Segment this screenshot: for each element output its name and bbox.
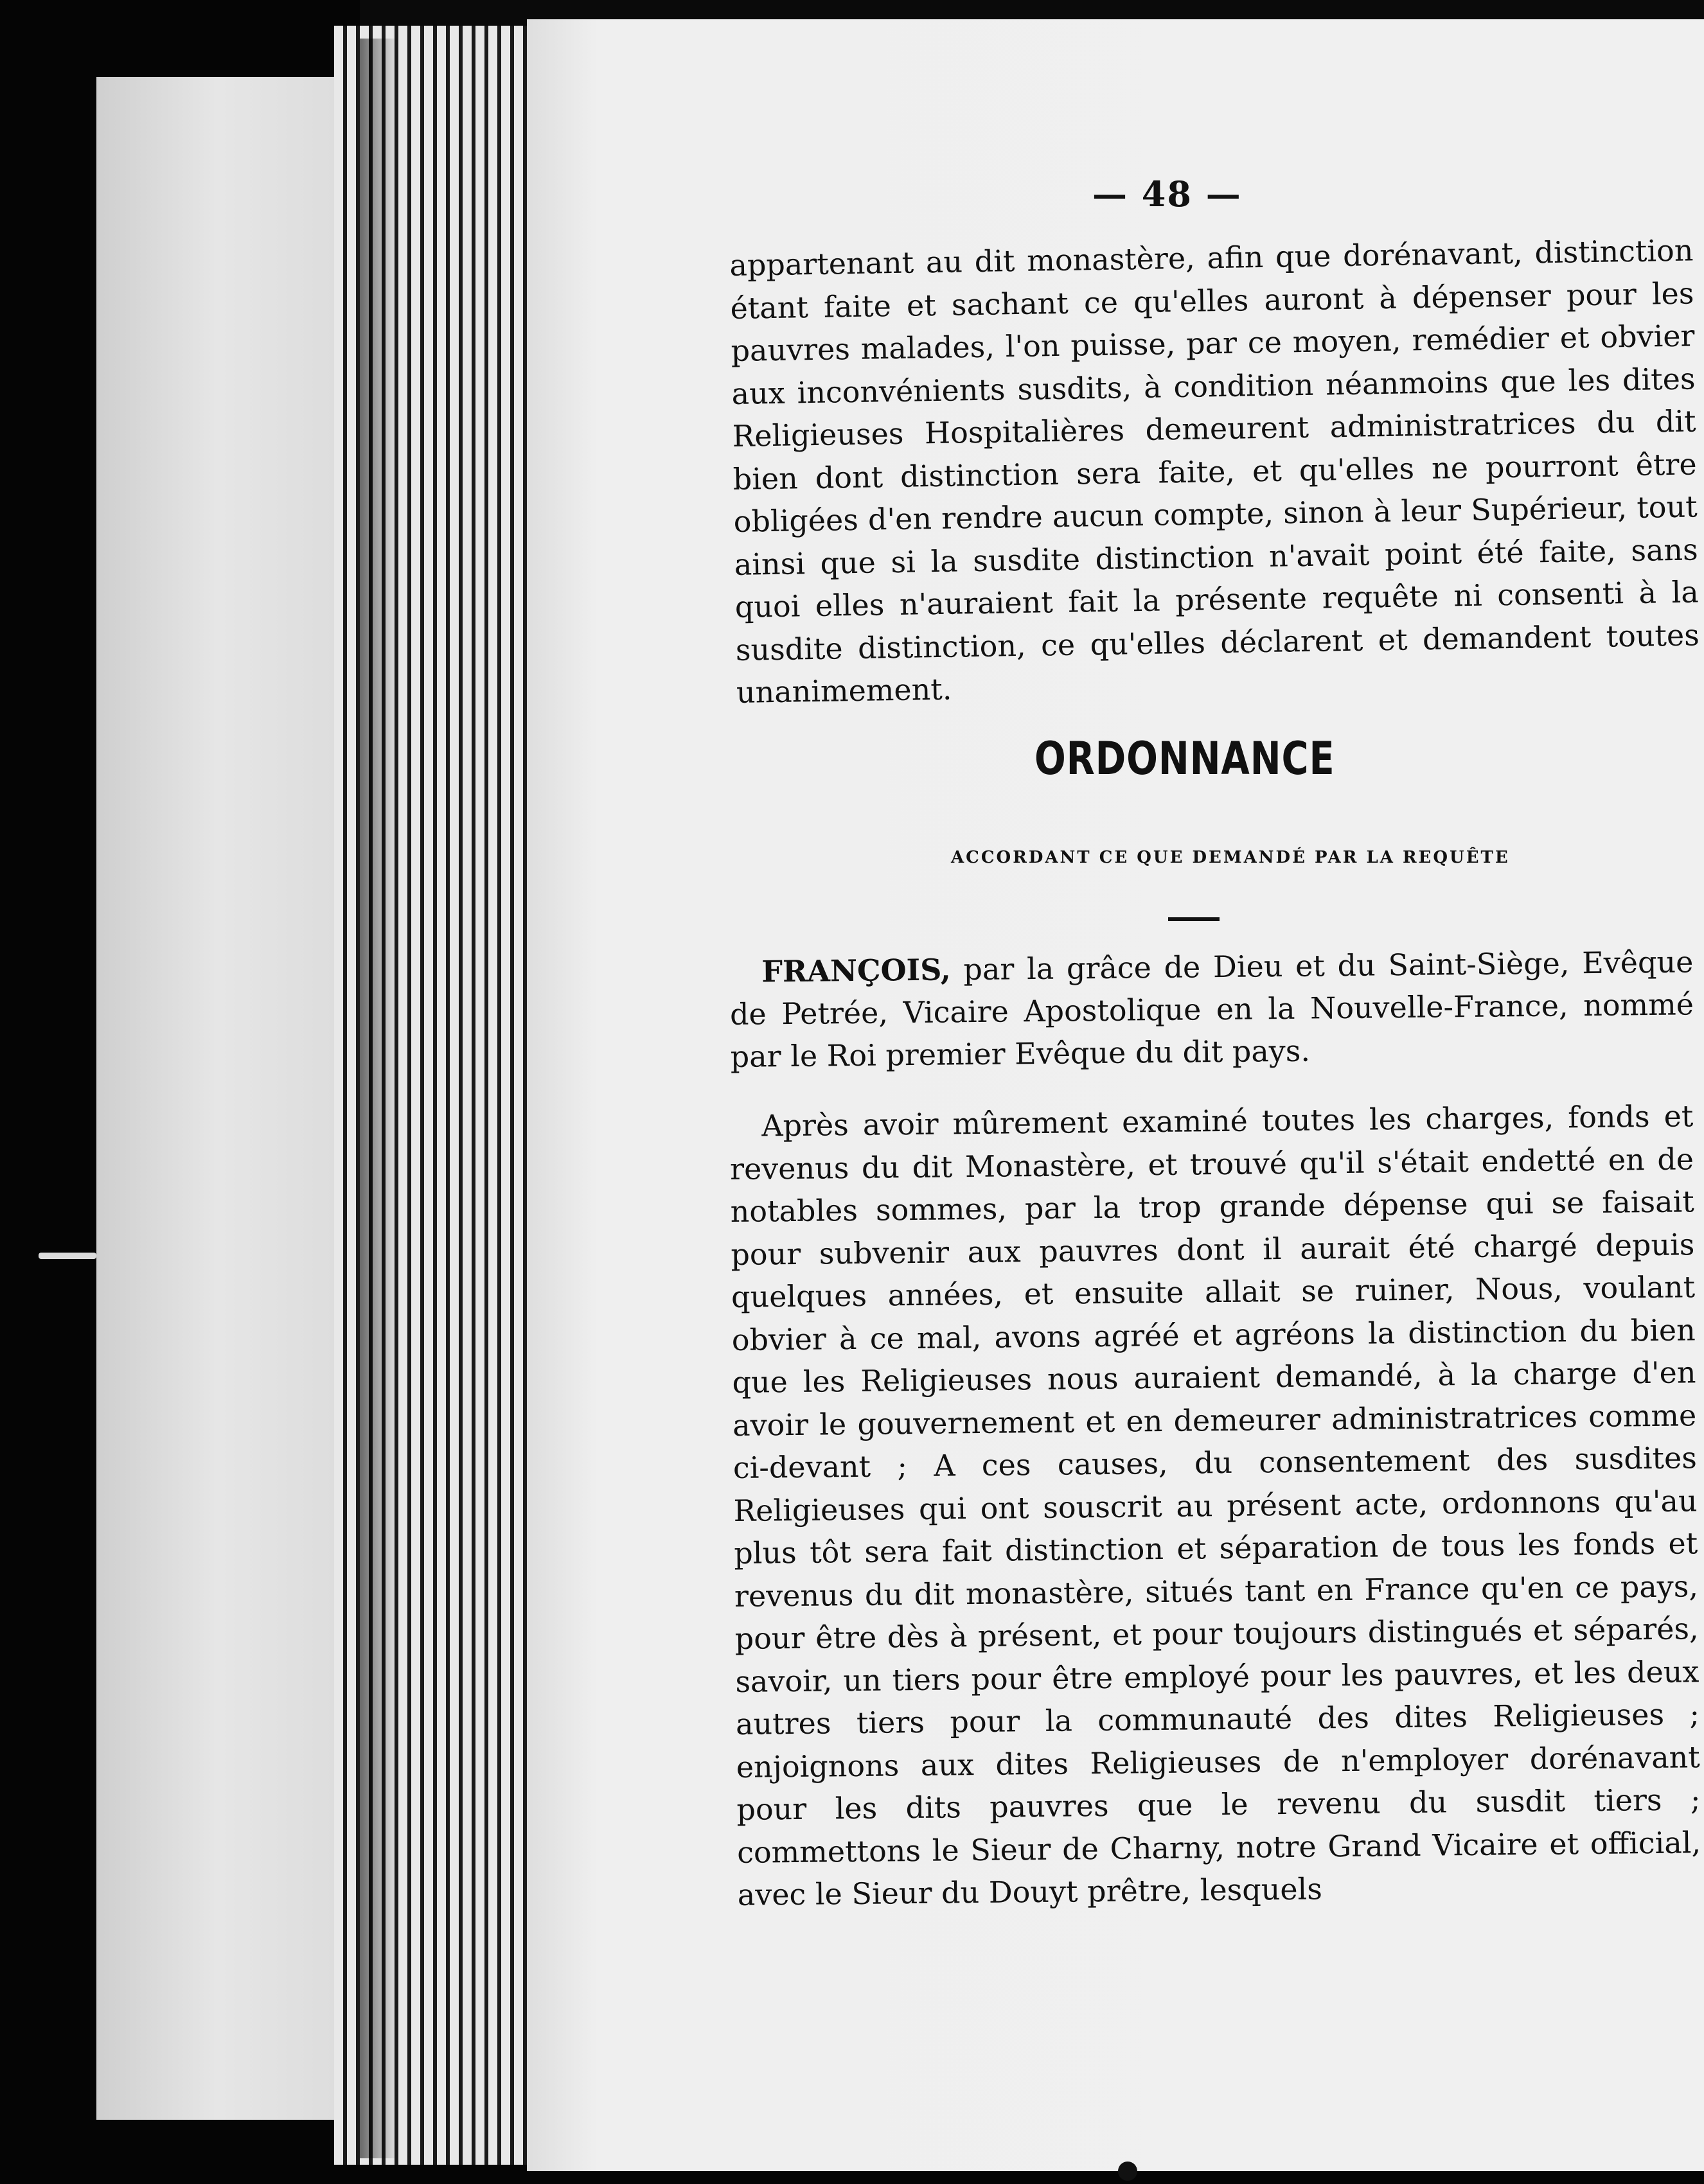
address-lead: FRANÇOIS,	[761, 952, 952, 989]
section-title: ORDONNANCE	[1034, 732, 1335, 785]
body-paragraph	[729, 1095, 1701, 1916]
section-divider	[1168, 917, 1220, 921]
scan-speck	[39, 1253, 96, 1259]
body-paragraph-text: Après avoir mûrement examiné toutes les charges, fonds et revenus du dit Monastère, et trouvé qu'il s'était endetté en de notables sommes, par la trop grande dépense qui se faisait pour subvenir aux pauvres dont il aurait été chargé depuis quelques années, et ensuite allait se ruiner, Nous, voulant obvier à ce mal, avons agréé et agréons la distinction du bien que les Religieuses nous auraient demandé, à la charge d'en avoir le gouvernement et en demeurer administratrices comme ci-devant ; A ces causes, du consentement des susdites Religieuses qui ont souscrit au présent acte, ordonnons qu'au plus tôt sera fait distinction et séparation de tous les fonds et revenus du dit monastère, situés tant en France qu'en ce pays, pour être dès à présent, et pour toujours distingués et séparés, savoir, un tiers pour être employé pour les pauvres, et les deux autres tiers pour la communauté des dites Religieuses ; enjoignons aux dites Religieuses de n'employer dorénavant pour les dits pauvres que le revenu du susdit tiers ; commettons le Sieur de Charny, notre Grand Vicaire et official, avec le Sieur du Douyt prêtre, lesquels	[729, 1098, 1701, 1912]
gutter-shadow	[360, 39, 398, 2158]
opening-paragraph-text: appartenant au dit monastère, afin que dorénavant, distinction étant faite et sachant ce qu'elles auront à dépenser pour les pauvres malades, l'on puisse, par ce moyen, remédier et obvier aux inconvénients susdits, à condition néanmoins que les dites Religieuses Hospitalières demeurent administratrices du dit bien dont distinction sera faite, et qu'elles ne pourront être obligées d'en rendre aucun compte, sinon à leur Supérieur, tout ainsi que si la susdite distinction n'avait point été faite, sans quoi elles n'auraient fait la présente requête ni consenti à la susdite distinction, ce qu'elles déclarent et demandent toutes unanimement.	[729, 233, 1700, 710]
section-subtitle: ACCORDANT CE QUE DEMANDÉ PAR LA REQUÊTE	[951, 848, 1510, 867]
opening-paragraph	[729, 229, 1700, 714]
address-paragraph	[729, 940, 1694, 1078]
address-paragraph-text	[729, 940, 1694, 1078]
address-text: par la grâce de Dieu et du Saint-Siège, Evêque de Petrée, Vicaire Apostolique en la Nouvelle-France, nommé par le Roi premier Evêque du dit pays.	[729, 944, 1694, 1074]
page-number: — 48 —	[1092, 173, 1242, 215]
scan-speck	[1118, 2162, 1137, 2181]
